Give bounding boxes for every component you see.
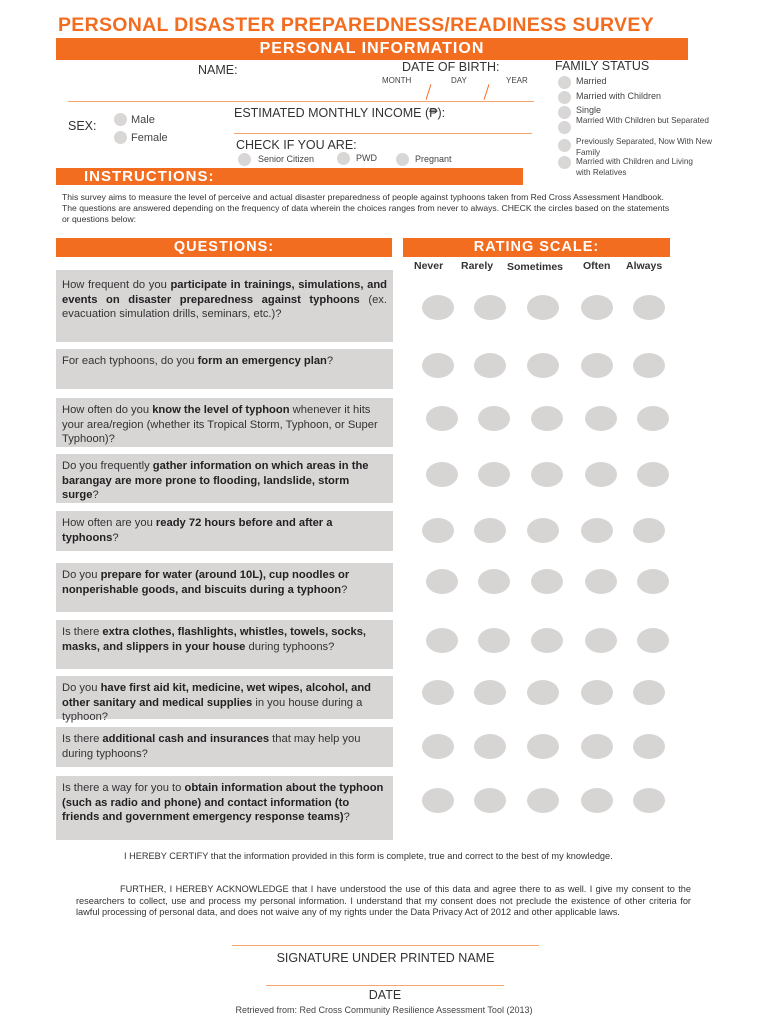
scale-never: Never xyxy=(414,260,444,272)
survey-title: PERSONAL DISASTER PREPAREDNESS/READINESS SURVEY xyxy=(58,14,654,36)
question-1-text-part: How frequent do you xyxy=(62,279,171,291)
signature-line[interactable] xyxy=(232,945,539,946)
acknowledge-text xyxy=(76,884,691,919)
question-9-rating-rarely-radio[interactable] xyxy=(474,734,506,759)
question-5-rating-often-radio[interactable] xyxy=(581,518,613,543)
question-7-rating-rarely-radio[interactable] xyxy=(478,628,510,653)
question-2-text-part: ? xyxy=(326,355,334,367)
question-6-rating-often-radio[interactable] xyxy=(585,569,617,594)
question-1-rating-always-radio[interactable] xyxy=(633,295,665,320)
question-4-rating-rarely-radio[interactable] xyxy=(478,462,510,487)
question-3-rating-sometimes-radio[interactable] xyxy=(531,406,563,431)
question-3-rating-always-radio[interactable] xyxy=(637,406,669,431)
question-7-rating-never-radio[interactable] xyxy=(426,628,458,653)
question-6-rating-sometimes-radio[interactable] xyxy=(531,569,563,594)
question-6-text-part: Do you xyxy=(62,569,101,581)
question-6-rating-always-radio[interactable] xyxy=(637,569,669,594)
question-3-text-part: know the level of typhoon xyxy=(152,404,290,416)
family-new-family-radio[interactable] xyxy=(558,139,571,152)
question-9-rating-never-radio[interactable] xyxy=(422,734,454,759)
family-status-label: FAMILY STATUS xyxy=(555,59,650,73)
question-2-text-part: For each typhoons, do you xyxy=(62,355,198,367)
question-5 xyxy=(56,511,393,551)
sex-female-label: Female xyxy=(131,132,168,144)
certify-text xyxy=(76,851,691,863)
question-2 xyxy=(56,349,393,389)
question-8-text-part: have first aid kit, medicine, wet wipes, alcohol, and other sanitary and medical supplies xyxy=(62,682,372,709)
question-1-rating-rarely-radio[interactable] xyxy=(474,295,506,320)
question-9 xyxy=(56,727,393,767)
question-7-text-part: during typhoons? xyxy=(245,640,335,653)
question-2-text-part: form an emergency plan xyxy=(197,355,327,367)
question-3-text-part: whenever it hits your area/region (whether its Tropical Storm, Typhoon, or Super Typhoon)? xyxy=(62,404,378,445)
question-8 xyxy=(56,676,393,723)
question-7-text-part: extra clothes, flashlights, whistles, towels, socks, masks, and slippers in your house xyxy=(62,626,367,653)
question-5-text-part: ? xyxy=(112,531,119,544)
rating-scale-header xyxy=(403,238,670,257)
dob-month-label: MONTH xyxy=(382,76,412,85)
question-9-rating-sometimes-radio[interactable] xyxy=(527,734,559,759)
question-5-text-part: How often are you xyxy=(62,517,156,529)
question-1-text-part: participate in trainings, simulations, and events on disaster preparedness against typhoons xyxy=(62,279,387,306)
question-4-text-part: gather information on which areas in the barangay are more prone to flooding, landslide, storm surge xyxy=(62,460,369,501)
instructions-header-text: INSTRUCTIONS: xyxy=(84,168,215,185)
family-new-family-label: Previously Separated, Now With New Family xyxy=(576,137,713,157)
question-6-text-part: prepare for water (around 10L), cup noodles or nonperishable goods, and biscuits during a typhoon xyxy=(62,569,350,596)
question-2-rating-never-radio[interactable] xyxy=(422,353,454,378)
question-10-text-part: ? xyxy=(343,811,350,823)
scale-often: Often xyxy=(583,260,611,272)
question-5-rating-never-radio[interactable] xyxy=(422,518,454,543)
dob-field[interactable] xyxy=(378,80,533,100)
date-line[interactable] xyxy=(266,985,504,986)
question-4 xyxy=(56,454,393,503)
question-3-rating-never-radio[interactable] xyxy=(426,406,458,431)
question-7 xyxy=(56,620,393,669)
question-7-text-part: Is there xyxy=(62,626,103,638)
question-8-text-part: in you house during a typhoon? xyxy=(62,696,363,723)
question-9-text-part: Is there xyxy=(62,733,103,745)
family-separated-radio[interactable] xyxy=(558,121,571,134)
question-4-rating-often-radio[interactable] xyxy=(585,462,617,487)
dob-year-label: YEAR xyxy=(506,76,528,85)
name-label: NAME: xyxy=(198,63,238,77)
sex-male-label: Male xyxy=(131,114,155,126)
family-single-radio[interactable] xyxy=(558,106,571,119)
scale-always: Always xyxy=(626,260,663,272)
check-label: CHECK IF YOU ARE: xyxy=(236,138,357,152)
question-6-rating-never-radio[interactable] xyxy=(426,569,458,594)
question-9-text-part: additional cash and insurances xyxy=(102,733,270,745)
instructions-text: This survey aims to measure the level of perceive and actual disaster preparedness of people against typhoons taken from Red Cross Assessment Handbook. The questions are answered depending on the frequency of data wherein the choices ranges from never to always. CHECK the circles based on the statements or questions below: xyxy=(62,192,670,224)
question-1-text-part: (ex. evacuation simulation drills, seminars, etc.)? xyxy=(62,293,387,320)
question-4-text-part: ? xyxy=(92,489,99,501)
question-9-text-part: that may help you during typhoons? xyxy=(62,733,361,760)
family-relatives-label: Married with Children and Living with Relatives xyxy=(576,157,693,177)
question-8-rating-always-radio[interactable] xyxy=(633,680,665,705)
question-7-rating-sometimes-radio[interactable] xyxy=(531,628,563,653)
family-married-label: Married xyxy=(576,76,607,86)
family-separated-label: Married With Children but Separated xyxy=(576,116,709,125)
question-6-rating-rarely-radio[interactable] xyxy=(478,569,510,594)
personal-info-header xyxy=(56,38,688,60)
question-5-text-part: ready 72 hours before and after a typhoons xyxy=(62,517,333,544)
question-10 xyxy=(56,776,393,840)
question-4-rating-sometimes-radio[interactable] xyxy=(531,462,563,487)
question-10-text-part: Is there a way for you to xyxy=(62,782,185,794)
question-9-rating-always-radio[interactable] xyxy=(633,734,665,759)
pregnant-radio[interactable] xyxy=(396,153,409,166)
question-3-text-part: How often do you xyxy=(62,404,153,416)
family-married-children-radio[interactable] xyxy=(558,91,571,104)
question-6-text-part: ? xyxy=(341,583,348,596)
date-label: DATE xyxy=(368,988,402,1002)
question-5-rating-rarely-radio[interactable] xyxy=(474,518,506,543)
dob-day-label: DAY xyxy=(451,76,467,85)
question-8-rating-rarely-radio[interactable] xyxy=(474,680,506,705)
question-1-rating-sometimes-radio[interactable] xyxy=(527,295,559,320)
question-8-text-part: Do you xyxy=(62,682,101,694)
question-9-rating-often-radio[interactable] xyxy=(581,734,613,759)
question-3-rating-often-radio[interactable] xyxy=(585,406,617,431)
question-2-rating-rarely-radio[interactable] xyxy=(474,353,506,378)
signature-label: SIGNATURE UNDER PRINTED NAME xyxy=(276,951,495,965)
questions-header-text: QUESTIONS: xyxy=(173,239,275,255)
family-relatives-radio[interactable] xyxy=(558,156,571,169)
sex-label: SEX: xyxy=(68,119,97,133)
question-10-text-part: obtain information about the typhoon (such as radio and phone) and contact information (to friends and government emergency response teams) xyxy=(62,782,384,823)
question-1 xyxy=(56,270,393,342)
question-2-rating-always-radio[interactable] xyxy=(633,353,665,378)
instructions-header xyxy=(56,168,523,185)
question-10-rating-always-radio[interactable] xyxy=(633,788,665,813)
question-10-rating-sometimes-radio[interactable] xyxy=(527,788,559,813)
question-10-rating-often-radio[interactable] xyxy=(581,788,613,813)
family-married-radio[interactable] xyxy=(558,76,571,89)
question-2-rating-often-radio[interactable] xyxy=(581,353,613,378)
pwd-label: PWD xyxy=(356,153,377,163)
pwd-radio[interactable] xyxy=(337,152,350,165)
question-5-rating-sometimes-radio[interactable] xyxy=(527,518,559,543)
income-underline[interactable] xyxy=(234,133,532,134)
question-6 xyxy=(56,563,393,612)
question-3-rating-rarely-radio[interactable] xyxy=(478,406,510,431)
question-8-rating-never-radio[interactable] xyxy=(422,680,454,705)
scale-rarely: Rarely xyxy=(461,260,494,272)
income-label: ESTIMATED MONTHLY INCOME (₱): xyxy=(234,106,446,120)
scale-sometimes: Sometimes xyxy=(507,261,564,273)
family-married-children-label: Married with Children xyxy=(576,91,662,101)
acknowledge-text-content: FURTHER, I HEREBY ACKNOWLEDGE that I have understood the use of this data and agree there to as well. I give my consent to the researchers to collect, use and process my personal information. I understand that my consent does not preclude the existence of other criteria for lawful processing of personal data, and does not waive any of my rights under the Data Privacy Act of 2012 and other applicable laws. xyxy=(76,884,691,917)
source-text: Retrieved from: Red Cross Community Resilience Assessment Tool (2013) xyxy=(235,1005,533,1015)
question-10-rating-never-radio[interactable] xyxy=(422,788,454,813)
family-single-label: Single xyxy=(576,105,602,115)
certify-text-content: I HEREBY CERTIFY that the information provided in this form is complete, true and correct to the best of my knowledge. xyxy=(124,851,613,861)
name-underline xyxy=(68,101,534,102)
senior-citizen-radio[interactable] xyxy=(238,153,251,166)
questions-header xyxy=(56,238,392,257)
personal-info-header-text: PERSONAL INFORMATION xyxy=(259,40,485,57)
sex-female-radio[interactable] xyxy=(114,131,127,144)
question-10-rating-rarely-radio[interactable] xyxy=(474,788,506,813)
question-5-rating-always-radio[interactable] xyxy=(633,518,665,543)
rating-scale-header-text: RATING SCALE: xyxy=(473,239,600,255)
question-8-rating-sometimes-radio[interactable] xyxy=(527,680,559,705)
question-4-rating-never-radio[interactable] xyxy=(426,462,458,487)
sex-male-radio[interactable] xyxy=(114,113,127,126)
pregnant-label: Pregnant xyxy=(415,154,452,164)
dob-label: DATE OF BIRTH: xyxy=(402,60,500,74)
question-1-rating-often-radio[interactable] xyxy=(581,295,613,320)
question-7-rating-always-radio[interactable] xyxy=(637,628,669,653)
question-2-rating-sometimes-radio[interactable] xyxy=(527,353,559,378)
question-3 xyxy=(56,398,393,447)
senior-citizen-label: Senior Citizen xyxy=(258,154,315,164)
question-4-rating-always-radio[interactable] xyxy=(637,462,669,487)
question-8-rating-often-radio[interactable] xyxy=(581,680,613,705)
question-1-rating-never-radio[interactable] xyxy=(422,295,454,320)
question-4-text-part: Do you frequently xyxy=(62,460,153,472)
question-7-rating-often-radio[interactable] xyxy=(585,628,617,653)
